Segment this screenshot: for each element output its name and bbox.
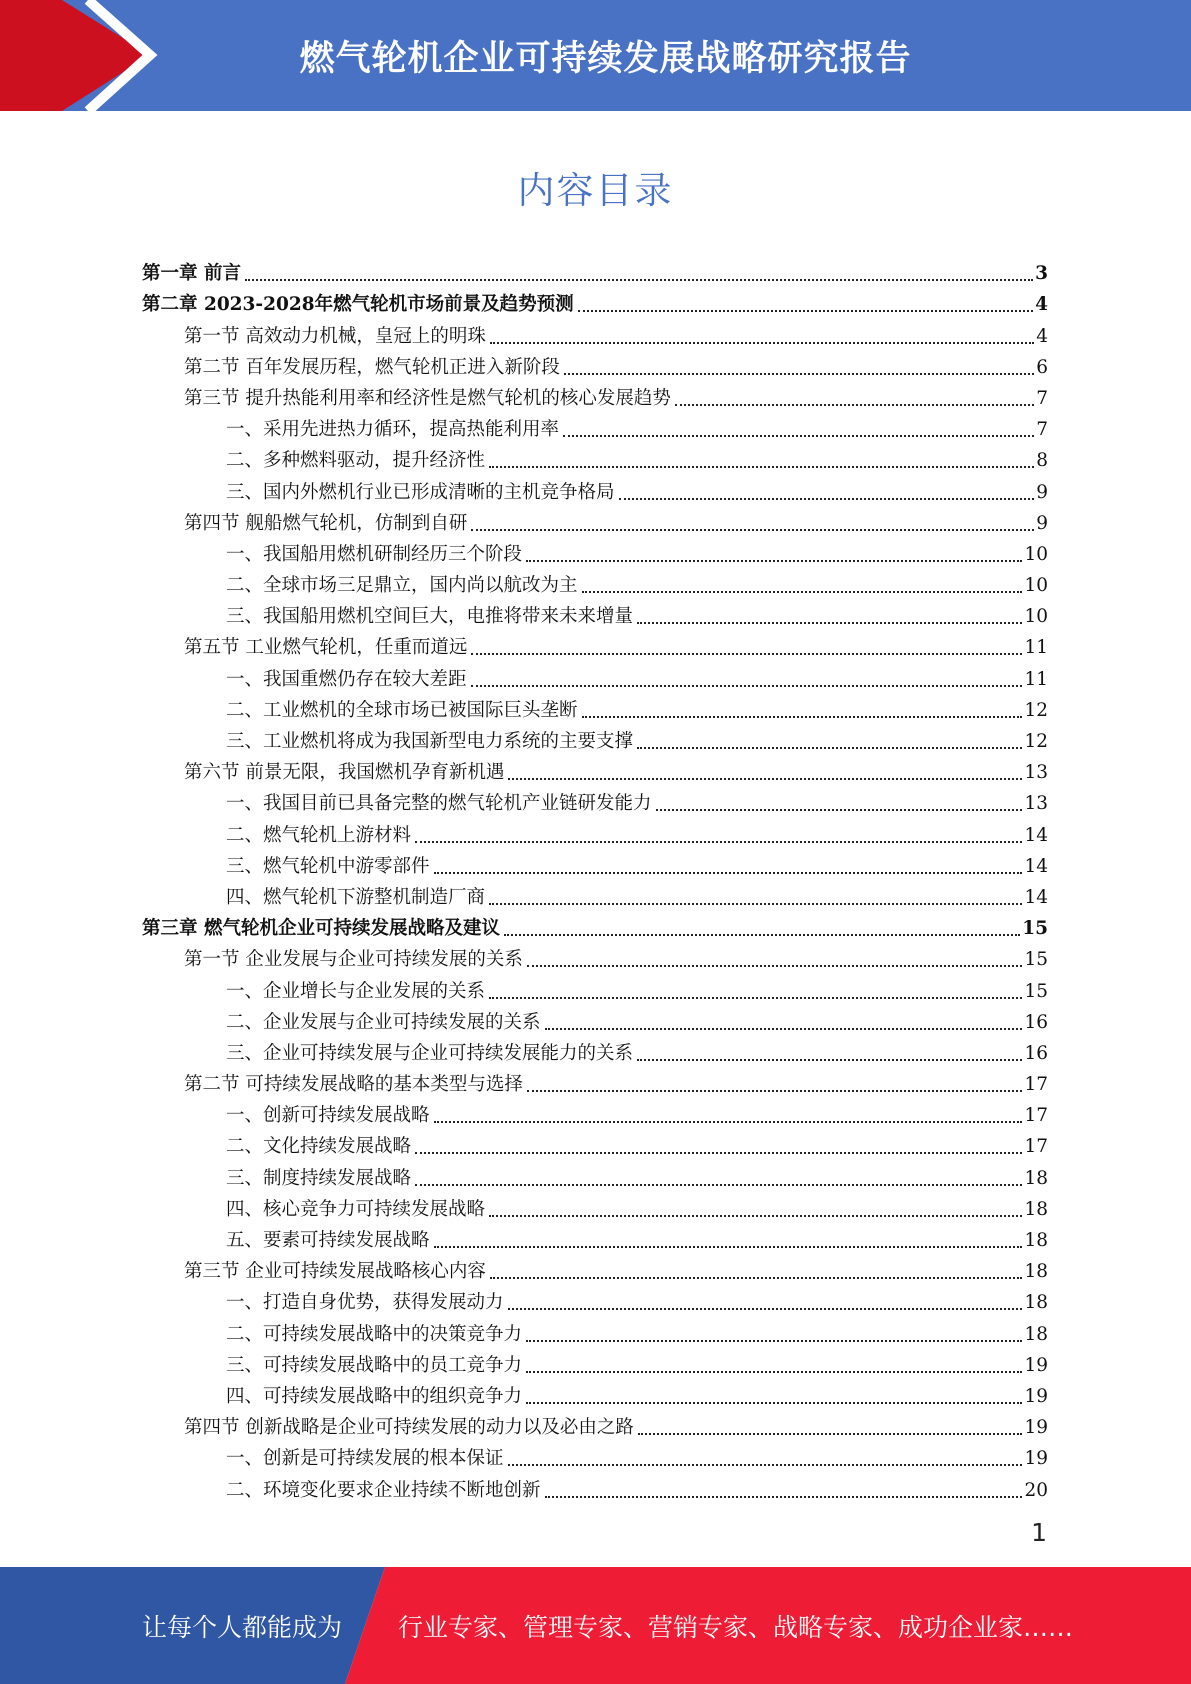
- toc-entry[interactable]: [142, 1346, 1048, 1377]
- toc-dot-leader: [526, 560, 1022, 562]
- toc-entry-label: 一、我国船用燃机研制经历三个阶段: [226, 543, 523, 565]
- toc-dot-leader: [415, 841, 1022, 843]
- toc-entry-label: 二、企业发展与企业可持续发展的关系: [226, 1011, 541, 1033]
- toc-dot-leader: [638, 1433, 1023, 1435]
- toc-dot-leader: [489, 466, 1034, 468]
- toc-entry-page: 14: [1024, 824, 1048, 846]
- table-of-contents: [142, 254, 1048, 1502]
- toc-dot-leader: [564, 373, 1034, 375]
- toc-dot-leader: [508, 1464, 1023, 1466]
- toc-entry[interactable]: [142, 1221, 1048, 1252]
- toc-entry[interactable]: [142, 1003, 1048, 1034]
- toc-dot-leader: [415, 1152, 1022, 1154]
- toc-dot-leader: [637, 747, 1022, 749]
- toc-entry-page: 20: [1024, 1479, 1048, 1501]
- toc-entry-page: 3: [1035, 263, 1048, 285]
- toc-entry-label: 二、文化持续发展战略: [226, 1136, 412, 1158]
- toc-entry-page: 10: [1024, 606, 1048, 628]
- toc-entry-page: 9: [1036, 512, 1048, 534]
- toc-entry-label: 二、工业燃机的全球市场已被国际巨头垄断: [226, 699, 578, 721]
- toc-entry[interactable]: [142, 971, 1048, 1002]
- toc-entry-page: 4: [1036, 325, 1048, 347]
- toc-entry[interactable]: [142, 847, 1048, 878]
- toc-entry-page: 18: [1024, 1198, 1048, 1220]
- toc-entry[interactable]: [142, 659, 1048, 690]
- toc-dot-leader: [434, 1121, 1023, 1123]
- toc-entry[interactable]: [142, 1190, 1048, 1221]
- toc-entry-page: 17: [1024, 1136, 1048, 1158]
- toc-entry-page: 7: [1036, 387, 1048, 409]
- toc-entry-label: 四、核心竞争力可持续发展战略: [226, 1198, 486, 1220]
- toc-dot-leader: [527, 965, 1023, 967]
- toc-entry-page: 17: [1024, 1074, 1048, 1096]
- toc-entry[interactable]: [142, 909, 1048, 940]
- toc-entry[interactable]: [142, 722, 1048, 753]
- toc-dot-leader: [434, 1246, 1023, 1248]
- toc-entry[interactable]: [142, 410, 1048, 441]
- toc-entry[interactable]: [142, 348, 1048, 379]
- toc-entry-label: 四、可持续发展战略中的组织竞争力: [226, 1385, 523, 1407]
- toc-entry-page: 17: [1024, 1105, 1048, 1127]
- toc-entry[interactable]: [142, 815, 1048, 846]
- toc-entry-page: 11: [1024, 637, 1048, 659]
- toc-dot-leader: [545, 1028, 1023, 1030]
- toc-entry-page: 13: [1024, 762, 1048, 784]
- toc-entry[interactable]: [142, 285, 1048, 316]
- toc-dot-leader: [489, 1215, 1022, 1217]
- toc-entry[interactable]: [142, 316, 1048, 347]
- toc-entry-label: 一、我国目前已具备完整的燃气轮机产业链研发能力: [226, 793, 652, 815]
- toc-dot-leader: [637, 1059, 1022, 1061]
- toc-entry-label: 二、多种燃料驱动，提升经济性: [226, 450, 486, 472]
- toc-entry-label: 三、我国船用燃机空间巨大，电推将带来未来增量: [226, 606, 634, 628]
- toc-heading: 内容目录: [517, 169, 674, 212]
- toc-entry-page: 19: [1024, 1448, 1048, 1470]
- toc-entry-label: 三、制度持续发展战略: [226, 1167, 412, 1189]
- toc-entry[interactable]: [142, 1470, 1048, 1501]
- toc-entry-label: 第一节 高效动力机械，皇冠上的明珠: [184, 325, 486, 347]
- toc-dot-leader: [471, 685, 1023, 687]
- toc-entry-page: 15: [1024, 980, 1048, 1002]
- toc-entry[interactable]: [142, 1065, 1048, 1096]
- toc-entry-label: 三、可持续发展战略中的员工竞争力: [226, 1354, 523, 1376]
- toc-dot-leader: [526, 1402, 1022, 1404]
- toc-dot-leader: [578, 310, 1034, 312]
- toc-dot-leader: [245, 279, 1033, 281]
- toc-entry-page: 4: [1035, 294, 1048, 316]
- toc-entry[interactable]: [142, 254, 1048, 285]
- toc-entry-label: 第三章 燃气轮机企业可持续发展战略及建议: [142, 918, 500, 940]
- toc-entry-page: 18: [1024, 1230, 1048, 1251]
- toc-entry[interactable]: [142, 784, 1048, 815]
- toc-entry[interactable]: [142, 1158, 1048, 1189]
- toc-entry-page: 13: [1024, 793, 1048, 815]
- toc-dot-leader: [582, 591, 1023, 593]
- toc-entry[interactable]: [142, 1283, 1048, 1314]
- toc-dot-leader: [619, 498, 1035, 500]
- toc-entry-label: 第三节 企业可持续发展战略核心内容: [184, 1261, 486, 1283]
- toc-entry[interactable]: [142, 1252, 1048, 1283]
- toc-entry-page: 19: [1024, 1417, 1048, 1439]
- toc-dot-leader: [656, 809, 1023, 811]
- toc-entry-label: 四、燃气轮机下游整机制造厂商: [226, 886, 486, 908]
- toc-entry-page: 9: [1036, 481, 1048, 503]
- footer-slogan-left: 让每个人都能成为: [142, 1612, 343, 1642]
- toc-entry[interactable]: [142, 1096, 1048, 1127]
- toc-dot-leader: [471, 653, 1022, 655]
- toc-entry[interactable]: [142, 940, 1048, 971]
- toc-entry-page: 12: [1024, 699, 1048, 721]
- toc-entry-label: 第二节 百年发展历程，燃气轮机正进入新阶段: [184, 356, 560, 378]
- toc-entry-page: 14: [1024, 855, 1048, 877]
- toc-entry[interactable]: [142, 504, 1048, 535]
- toc-entry-label: 一、创新是可持续发展的根本保证: [226, 1448, 504, 1470]
- toc-entry-label: 二、全球市场三足鼎立，国内尚以航改为主: [226, 575, 578, 597]
- toc-entry-page: 7: [1036, 419, 1048, 441]
- toc-entry[interactable]: [142, 535, 1048, 566]
- toc-entry[interactable]: [142, 878, 1048, 909]
- toc-entry-page: 18: [1024, 1167, 1048, 1189]
- toc-dot-leader: [489, 997, 1022, 999]
- toc-dot-leader: [527, 1090, 1023, 1092]
- toc-dot-leader: [526, 1340, 1022, 1342]
- toc-entry[interactable]: [142, 753, 1048, 784]
- page-number: 1: [1031, 1518, 1047, 1547]
- toc-dot-leader: [675, 404, 1034, 406]
- toc-entry-page: 19: [1024, 1385, 1048, 1407]
- toc-entry-label: 一、创新可持续发展战略: [226, 1105, 430, 1127]
- toc-entry-label: 第一章 前言: [142, 263, 241, 285]
- toc-entry-label: 第四节 舰船燃气轮机，仿制到自研: [184, 512, 468, 534]
- report-header-band: [0, 0, 1191, 111]
- toc-entry-label: 二、环境变化要求企业持续不断地创新: [226, 1479, 541, 1501]
- toc-entry[interactable]: [142, 1127, 1048, 1158]
- toc-entry-label: 三、燃气轮机中游零部件: [226, 855, 430, 877]
- toc-entry-label: 第三节 提升热能利用率和经济性是燃气轮机的核心发展趋势: [184, 387, 671, 409]
- toc-dot-leader: [508, 1308, 1023, 1310]
- toc-dot-leader: [434, 872, 1023, 874]
- footer-slogan-right: 行业专家、管理专家、营销专家、战略专家、成功企业家……: [398, 1612, 1074, 1642]
- toc-entry-page: 10: [1024, 543, 1048, 565]
- toc-entry[interactable]: [142, 1377, 1048, 1408]
- toc-dot-leader: [582, 716, 1023, 718]
- toc-dot-leader: [545, 1496, 1023, 1498]
- toc-entry-label: 第六节 前景无限，我国燃机孕育新机遇: [184, 762, 505, 784]
- toc-entry-label: 一、企业增长与企业发展的关系: [226, 980, 486, 1002]
- toc-entry[interactable]: [142, 441, 1048, 472]
- toc-entry-label: 第二节 可持续发展战略的基本类型与选择: [184, 1074, 523, 1096]
- toc-dot-leader: [508, 778, 1022, 780]
- toc-entry-page: 18: [1024, 1261, 1048, 1283]
- toc-dot-leader: [490, 342, 1034, 344]
- toc-entry[interactable]: [142, 628, 1048, 659]
- toc-entry-label: 五、要素可持续发展战略: [226, 1230, 430, 1251]
- toc-entry-label: 一、我国重燃仍存在较大差距: [226, 668, 467, 690]
- toc-entry-page: 18: [1024, 1323, 1048, 1345]
- toc-dot-leader: [637, 622, 1022, 624]
- toc-entry-label: 三、企业可持续发展与企业可持续发展能力的关系: [226, 1042, 634, 1064]
- toc-entry-label: 第四节 创新战略是企业可持续发展的动力以及必由之路: [184, 1417, 634, 1439]
- toc-entry-label: 第二章 2023-2028年燃气轮机市场前景及趋势预测: [142, 294, 574, 316]
- toc-entry-page: 19: [1024, 1354, 1048, 1376]
- toc-entry-page: 10: [1024, 575, 1048, 597]
- toc-entry-page: 6: [1036, 356, 1048, 378]
- toc-entry-label: 一、打造自身优势，获得发展动力: [226, 1292, 504, 1314]
- toc-dot-leader: [504, 934, 1020, 936]
- toc-entry-page: 16: [1024, 1042, 1048, 1064]
- toc-entry-page: 14: [1024, 886, 1048, 908]
- toc-dot-leader: [526, 1371, 1022, 1373]
- toc-entry-page: 15: [1024, 949, 1048, 971]
- toc-entry-page: 18: [1024, 1292, 1048, 1314]
- toc-entry-page: 8: [1036, 450, 1048, 472]
- toc-entry[interactable]: [142, 1439, 1048, 1470]
- toc-entry[interactable]: [142, 1314, 1048, 1345]
- toc-entry-page: 15: [1022, 918, 1048, 940]
- toc-entry-page: 16: [1024, 1011, 1048, 1033]
- toc-entry[interactable]: [142, 566, 1048, 597]
- toc-entry-label: 二、可持续发展战略中的决策竞争力: [226, 1323, 523, 1345]
- toc-dot-leader: [490, 1277, 1023, 1279]
- toc-entry-label: 二、燃气轮机上游材料: [226, 824, 412, 846]
- toc-entry[interactable]: [142, 691, 1048, 722]
- toc-entry[interactable]: [142, 379, 1048, 410]
- toc-entry[interactable]: [142, 1408, 1048, 1439]
- toc-dot-leader: [415, 1184, 1022, 1186]
- footer-band: [0, 1567, 1191, 1684]
- toc-entry[interactable]: [142, 1034, 1048, 1065]
- toc-entry-label: 三、工业燃机将成为我国新型电力系统的主要支撑: [226, 731, 634, 752]
- toc-entry[interactable]: [142, 597, 1048, 628]
- toc-entry-label: 三、国内外燃机行业已形成清晰的主机竞争格局: [226, 481, 615, 503]
- toc-entry-label: 第一节 企业发展与企业可持续发展的关系: [184, 949, 523, 971]
- toc-dot-leader: [489, 903, 1022, 905]
- toc-dot-leader: [563, 435, 1034, 437]
- toc-entry-page: 11: [1024, 668, 1048, 690]
- toc-dot-leader: [471, 529, 1034, 531]
- report-title: 燃气轮机企业可持续发展战略研究报告: [299, 38, 912, 79]
- toc-entry-label: 第五节 工业燃气轮机，任重而道远: [184, 637, 468, 659]
- toc-entry-label: 一、采用先进热力循环，提高热能利用率: [226, 419, 560, 441]
- toc-entry-page: 12: [1024, 731, 1048, 752]
- toc-entry[interactable]: [142, 472, 1048, 503]
